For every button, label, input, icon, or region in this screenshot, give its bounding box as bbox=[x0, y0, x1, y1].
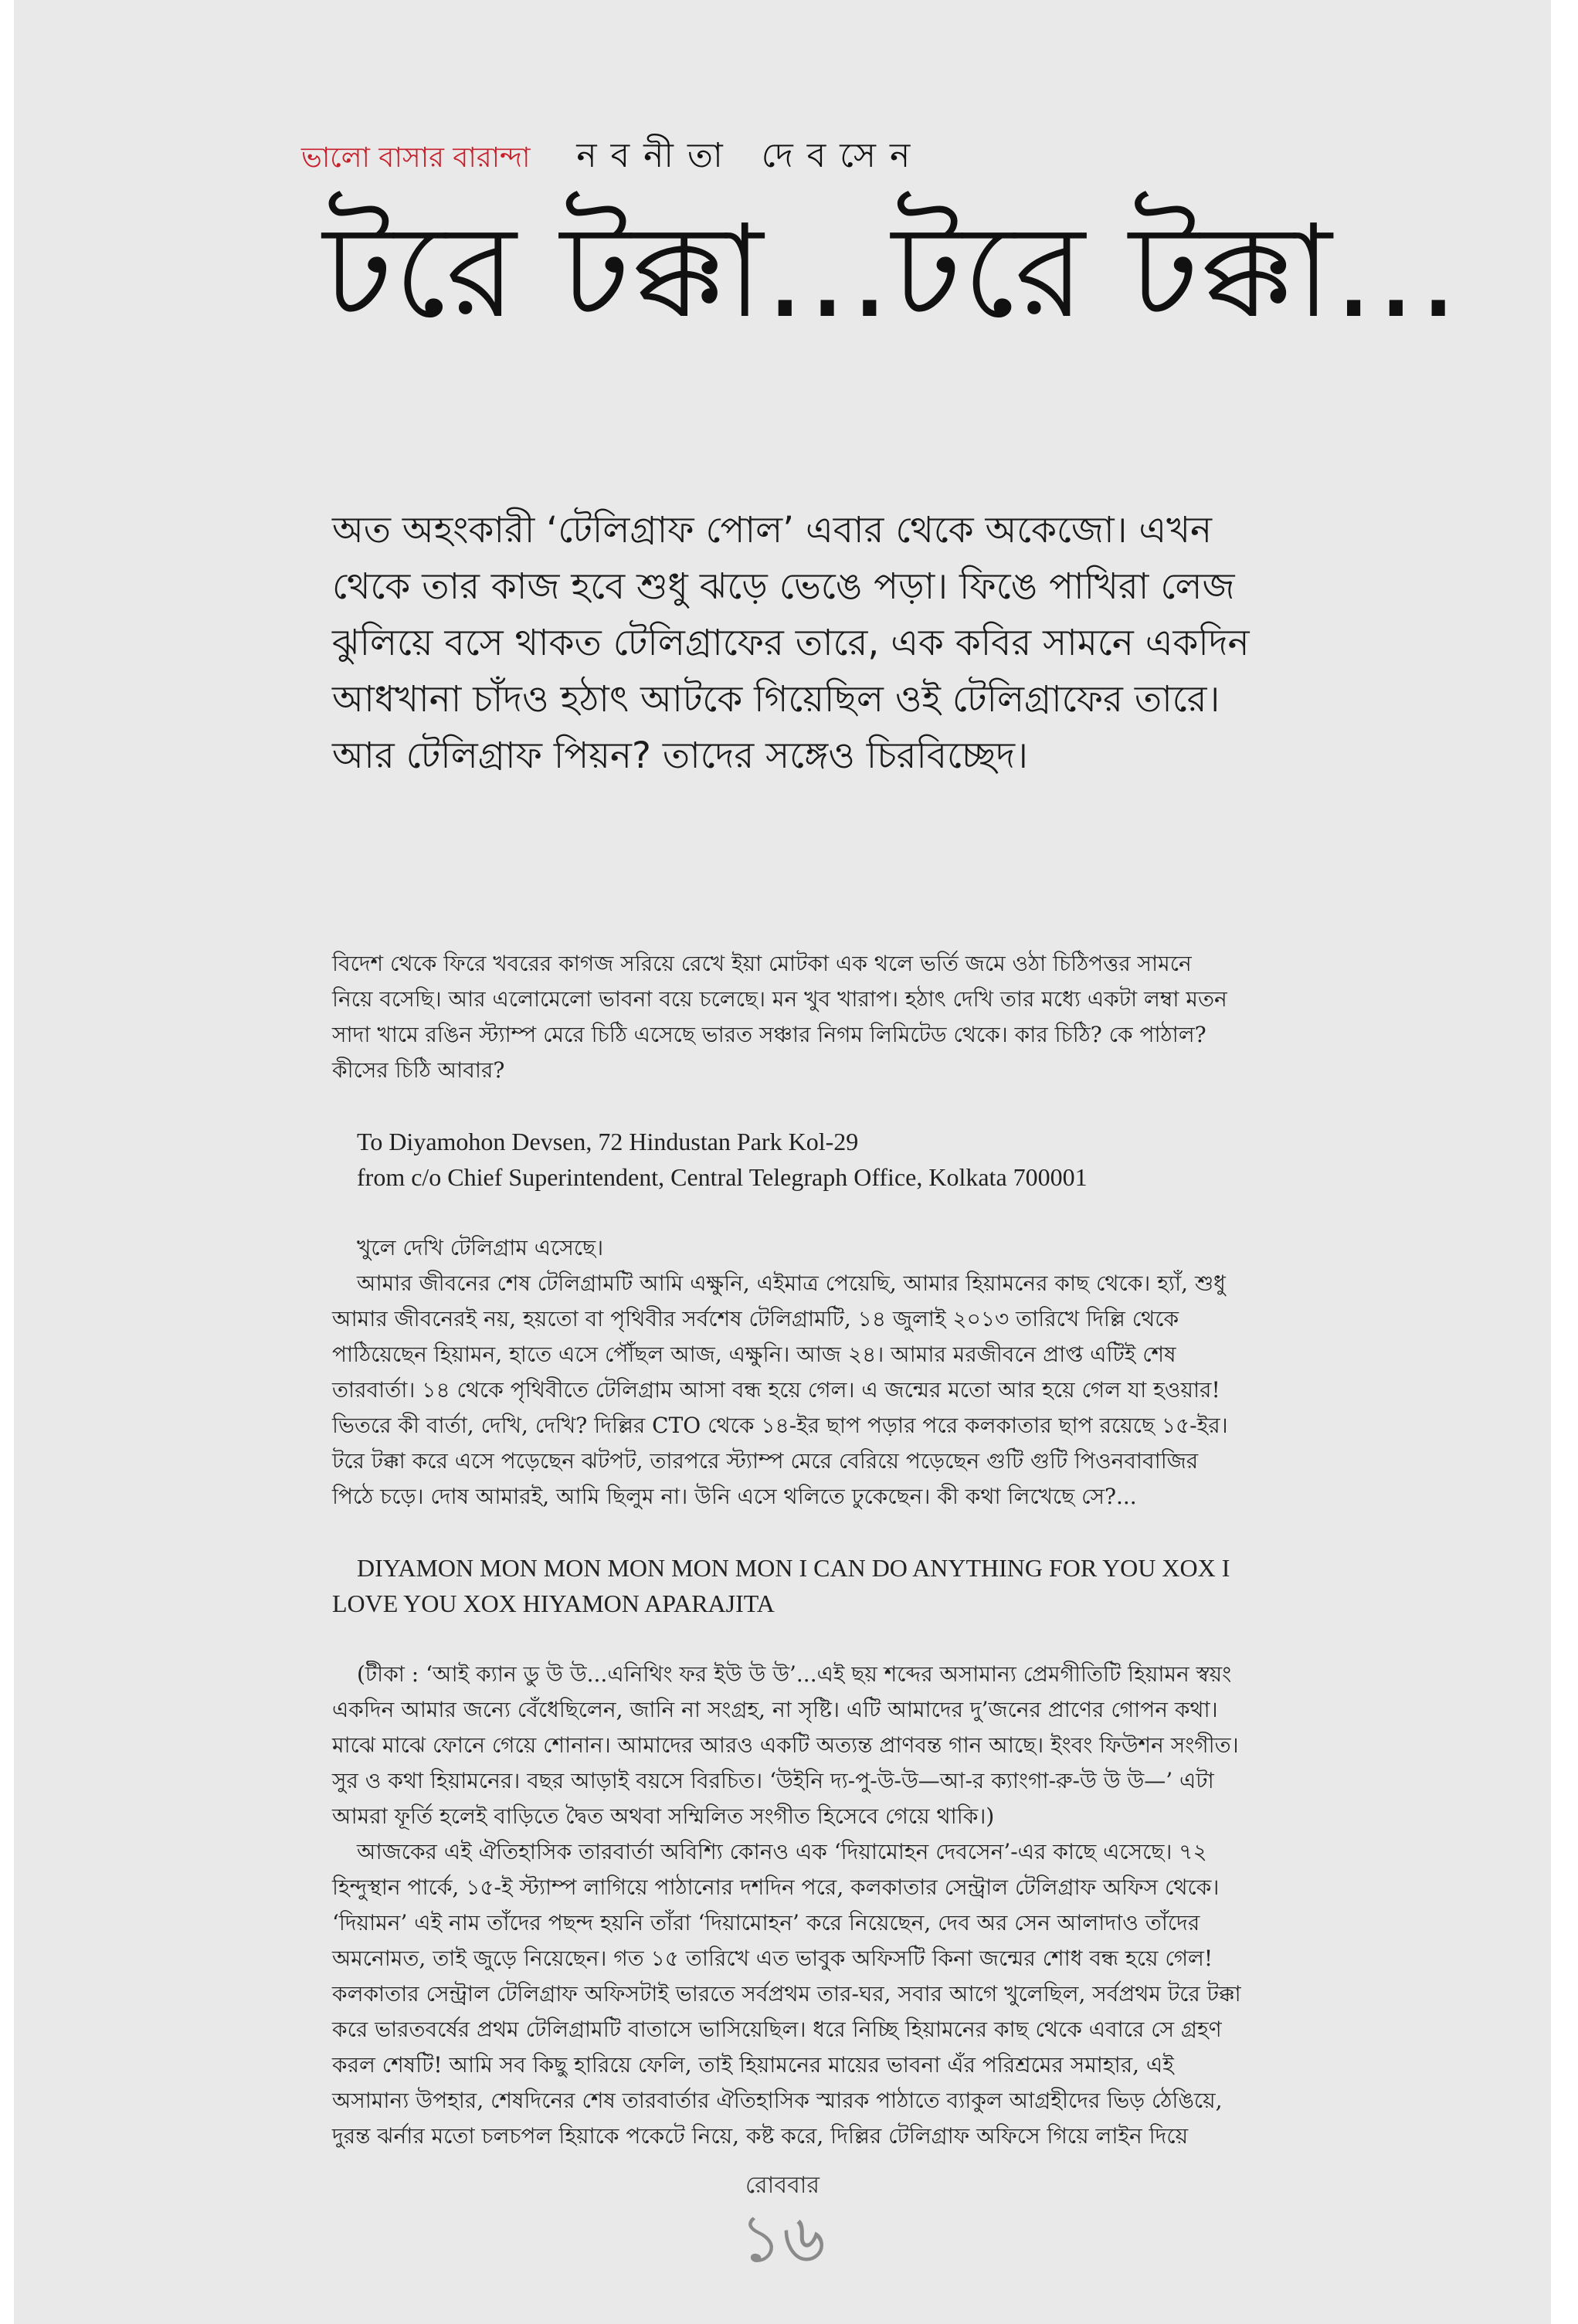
body-line: একদিন আমার জন্যে বেঁধেছিলেন, জানি না সংগ্রহ, না সৃষ্টি। এটি আমাদের দু’জনের প্রাণের গোপন কথা। bbox=[332, 1697, 1218, 1722]
telegram-text-line: LOVE YOU XOX HIYAMON APARAJITA bbox=[332, 1589, 775, 1617]
body-line: ভিতরে কী বার্তা, দেখি, দেখি? দিল্লির CTO থেকে ১৪-ইর ছাপ পড়ার পরে কলকাতার ছাপ রয়েছে ১৫-ইর। bbox=[332, 1413, 1228, 1438]
address-line: To Diyamohon Devsen, 72 Hindustan Park Kol-29 bbox=[357, 1128, 859, 1155]
body-line: আমার জীবনের শেষ টেলিগ্রামটি আমি এক্ষুনি, এইমাত্র পেয়েছি, আমার হিয়ামনের কাছ থেকে। হ্যাঁ, শুধু bbox=[357, 1271, 1226, 1296]
body-line: আজকের এই ঐতিহাসিক তারবার্তা অবিশ্যি কোনও এক ‘দিয়ামোহন দেবসেন’-এর কাছে এসেছে। ৭২ bbox=[357, 1839, 1207, 1864]
intro-line: আধখানা চাঁদও হঠাৎ আটকে গিয়েছিল ওই টেলিগ্রাফের তারে। bbox=[332, 678, 1220, 721]
body-line: কীসের চিঠি আবার? bbox=[332, 1057, 505, 1083]
body-line: মাঝে মাঝে ফোনে গেয়ে শোনান। আমাদের আরও একটি অত্যন্ত প্রাণবন্ত গান আছে। ইংবং ফিউশন সংগীত। bbox=[332, 1732, 1239, 1758]
paragraph-gap bbox=[332, 1088, 1398, 1124]
body-line: বিদেশ থেকে ফিরে খবরের কাগজ সরিয়ে রেখে ইয়া মোটকা এক থলে ভর্তি জমে ওঠা চিঠিপত্তর সামনে bbox=[332, 951, 1192, 976]
body-line: আমার জীবনেরই নয়, হয়তো বা পৃথিবীর সর্বশেষ টেলিগ্রামটি, ১৪ জুলাই ২০১৩ তারিখে দিল্লি থেকে bbox=[332, 1306, 1179, 1332]
paragraph-gap bbox=[332, 1621, 1398, 1657]
body-line: সুর ও কথা হিয়ামনের। বছর আড়াই বয়সে বিরচিত। ‘উইনি দ্য-পু-উ-উ—আ-র ক্যাংগা-রু-উ উ উ—’ এটা bbox=[332, 1768, 1214, 1793]
body-line: নিয়ে বসেছি। আর এলোমেলো ভাবনা বয়ে চলেছে। মন খুব খারাপ। হঠাৎ দেখি তার মধ্যে একটা লম্বা মতন bbox=[332, 986, 1227, 1012]
body-line: সাদা খামে রঙিন স্ট্যাম্প মেরে চিঠি এসেছে ভারত সঞ্চার নিগম লিমিটেড থেকে। কার চিঠি? কে পাঠাল? bbox=[332, 1022, 1206, 1047]
page-number: ১৬ bbox=[739, 2200, 826, 2278]
body-line: দুরন্ত ঝর্নার মতো চলচপল হিয়াকে পকেটে নিয়ে, কষ্ট করে, দিল্লির টেলিগ্রাফ অফিসে গিয়ে লাইন দিয়ে bbox=[332, 2123, 1189, 2149]
magazine-page bbox=[14, 0, 1551, 2324]
intro-line: অত অহংকারী ‘টেলিগ্রাফ পোল’ এবার থেকে অকেজো। এখন bbox=[332, 509, 1213, 551]
body-line: খুলে দেখি টেলিগ্রাম এসেছে। bbox=[357, 1235, 604, 1260]
body-line: করল শেষটি! আমি সব কিছু হারিয়ে ফেলি, তাই হিয়ামনের মায়ের ভাবনা এঁর পরিশ্রমের সমাহার, এই bbox=[332, 2052, 1174, 2078]
intro-line: ঝুলিয়ে বসে থাকত টেলিগ্রাফের তারে, এক কবির সামনে একদিন bbox=[332, 622, 1250, 664]
article-body bbox=[332, 946, 1398, 2154]
body-line: কলকাতার সেন্ট্রাল টেলিগ্রাফ অফিসটাই ভারতে সর্বপ্রথম তার-ঘর, সবার আগে খুলেছিল, সর্বপ্রথম টরে টক্কা bbox=[332, 1981, 1241, 2007]
body-line: অসামান্য উপহার, শেষদিনের শেষ তারবার্তার ঐতিহাসিক স্মারক পাঠাতে ব্যাকুল আগ্রহীদের ভিড় ঠেঙিয়ে, bbox=[332, 2088, 1223, 2113]
column-name: ভালো বাসার বারান্দা bbox=[301, 142, 531, 174]
article-header bbox=[301, 130, 924, 184]
article-headline: টরে টক্কা...টরে টক্কা... bbox=[323, 198, 1461, 347]
paragraph-gap bbox=[332, 1515, 1398, 1550]
telegram-text-line: DIYAMON MON MON MON MON MON I CAN DO ANYTHING FOR YOU XOX I bbox=[357, 1554, 1230, 1582]
body-line: ‘দিয়ামন’ এই নাম তাঁদের পছন্দ হয়নি তাঁরা ‘দিয়ামোহন’ করে নিয়েছেন, দেব অর সেন আলাদাও তাঁদের bbox=[332, 1910, 1200, 1936]
body-line: তারবার্তা। ১৪ থেকে পৃথিবীতে টেলিগ্রাম আসা বন্ধ হয়ে গেল। এ জন্মের মতো আর হয়ে গেল যা হওয়ার! bbox=[332, 1377, 1220, 1403]
body-line: হিন্দুস্থান পার্কে, ১৫-ই স্ট্যাম্প লাগিয়ে পাঠানোর দশদিন পরে, কলকাতার সেন্ট্রাল টেলিগ্রাফ অফিস থেকে। bbox=[332, 1874, 1220, 1900]
body-line: পিঠে চড়ে। দোষ আমারই, আমি ছিলুম না। উনি এসে থলিতে ঢুকেছেন। কী কথা লিখেছে সে?... bbox=[332, 1484, 1137, 1509]
body-line: অমনোমত, তাই জুড়ে নিয়েছেন। গত ১৫ তারিখে এত ভাবুক অফিসটি কিনা জন্মের শোধ বন্ধ হয়ে গেল! bbox=[332, 1946, 1213, 1971]
intro-line: থেকে তার কাজ হবে শুধু ঝড়ে ভেঙে পড়া। ফিঙে পাখিরা লেজ bbox=[332, 565, 1235, 608]
author-name: নবনীতা দেবসেন bbox=[576, 136, 925, 175]
intro-standfirst bbox=[332, 502, 1398, 784]
body-line: পাঠিয়েছেন হিয়ামন, হাতে এসে পৌঁছল আজ, এক্ষুনি। আজ ২৪। আমার মরজীবনে প্রাপ্ত এটিই শেষ bbox=[332, 1342, 1176, 1367]
body-line: আমরা ফূর্তি হলেই বাড়িতে দ্বৈত অথবা সম্মিলিত সংগীত হিসেবে গেয়ে থাকি।) bbox=[332, 1803, 995, 1829]
body-line: টরে টক্কা করে এসে পড়েছেন ঝটপট, তারপরে স্ট্যাম্প মেরে বেরিয়ে পড়েছেন গুটি গুটি পিওনবাবাজির bbox=[332, 1448, 1199, 1474]
intro-line: আর টেলিগ্রাফ পিয়ন? তাদের সঙ্গেও চিরবিচ্ছেদ। bbox=[332, 735, 1028, 777]
publication-label: রোববার bbox=[745, 2172, 820, 2199]
body-line: করে ভারতবর্ষের প্রথম টেলিগ্রামটি বাতাসে ভাসিয়েছিল। ধরে নিচ্ছি হিয়ামনের কাছ থেকে এবারে সে গ্রহণ bbox=[332, 2017, 1222, 2042]
page-footer bbox=[14, 2166, 1551, 2278]
paragraph-gap bbox=[332, 1195, 1398, 1230]
body-line: (টীকা : ‘আই ক্যান ডু উ উ...এনিথিং ফর ইউ উ উ’...এই ছয় শব্দের অসামান্য প্রেমগীতিটি হিয়ামন স্বয়ং bbox=[357, 1661, 1232, 1687]
address-line: from c/o Chief Superintendent, Central Telegraph Office, Kolkata 700001 bbox=[357, 1163, 1088, 1191]
